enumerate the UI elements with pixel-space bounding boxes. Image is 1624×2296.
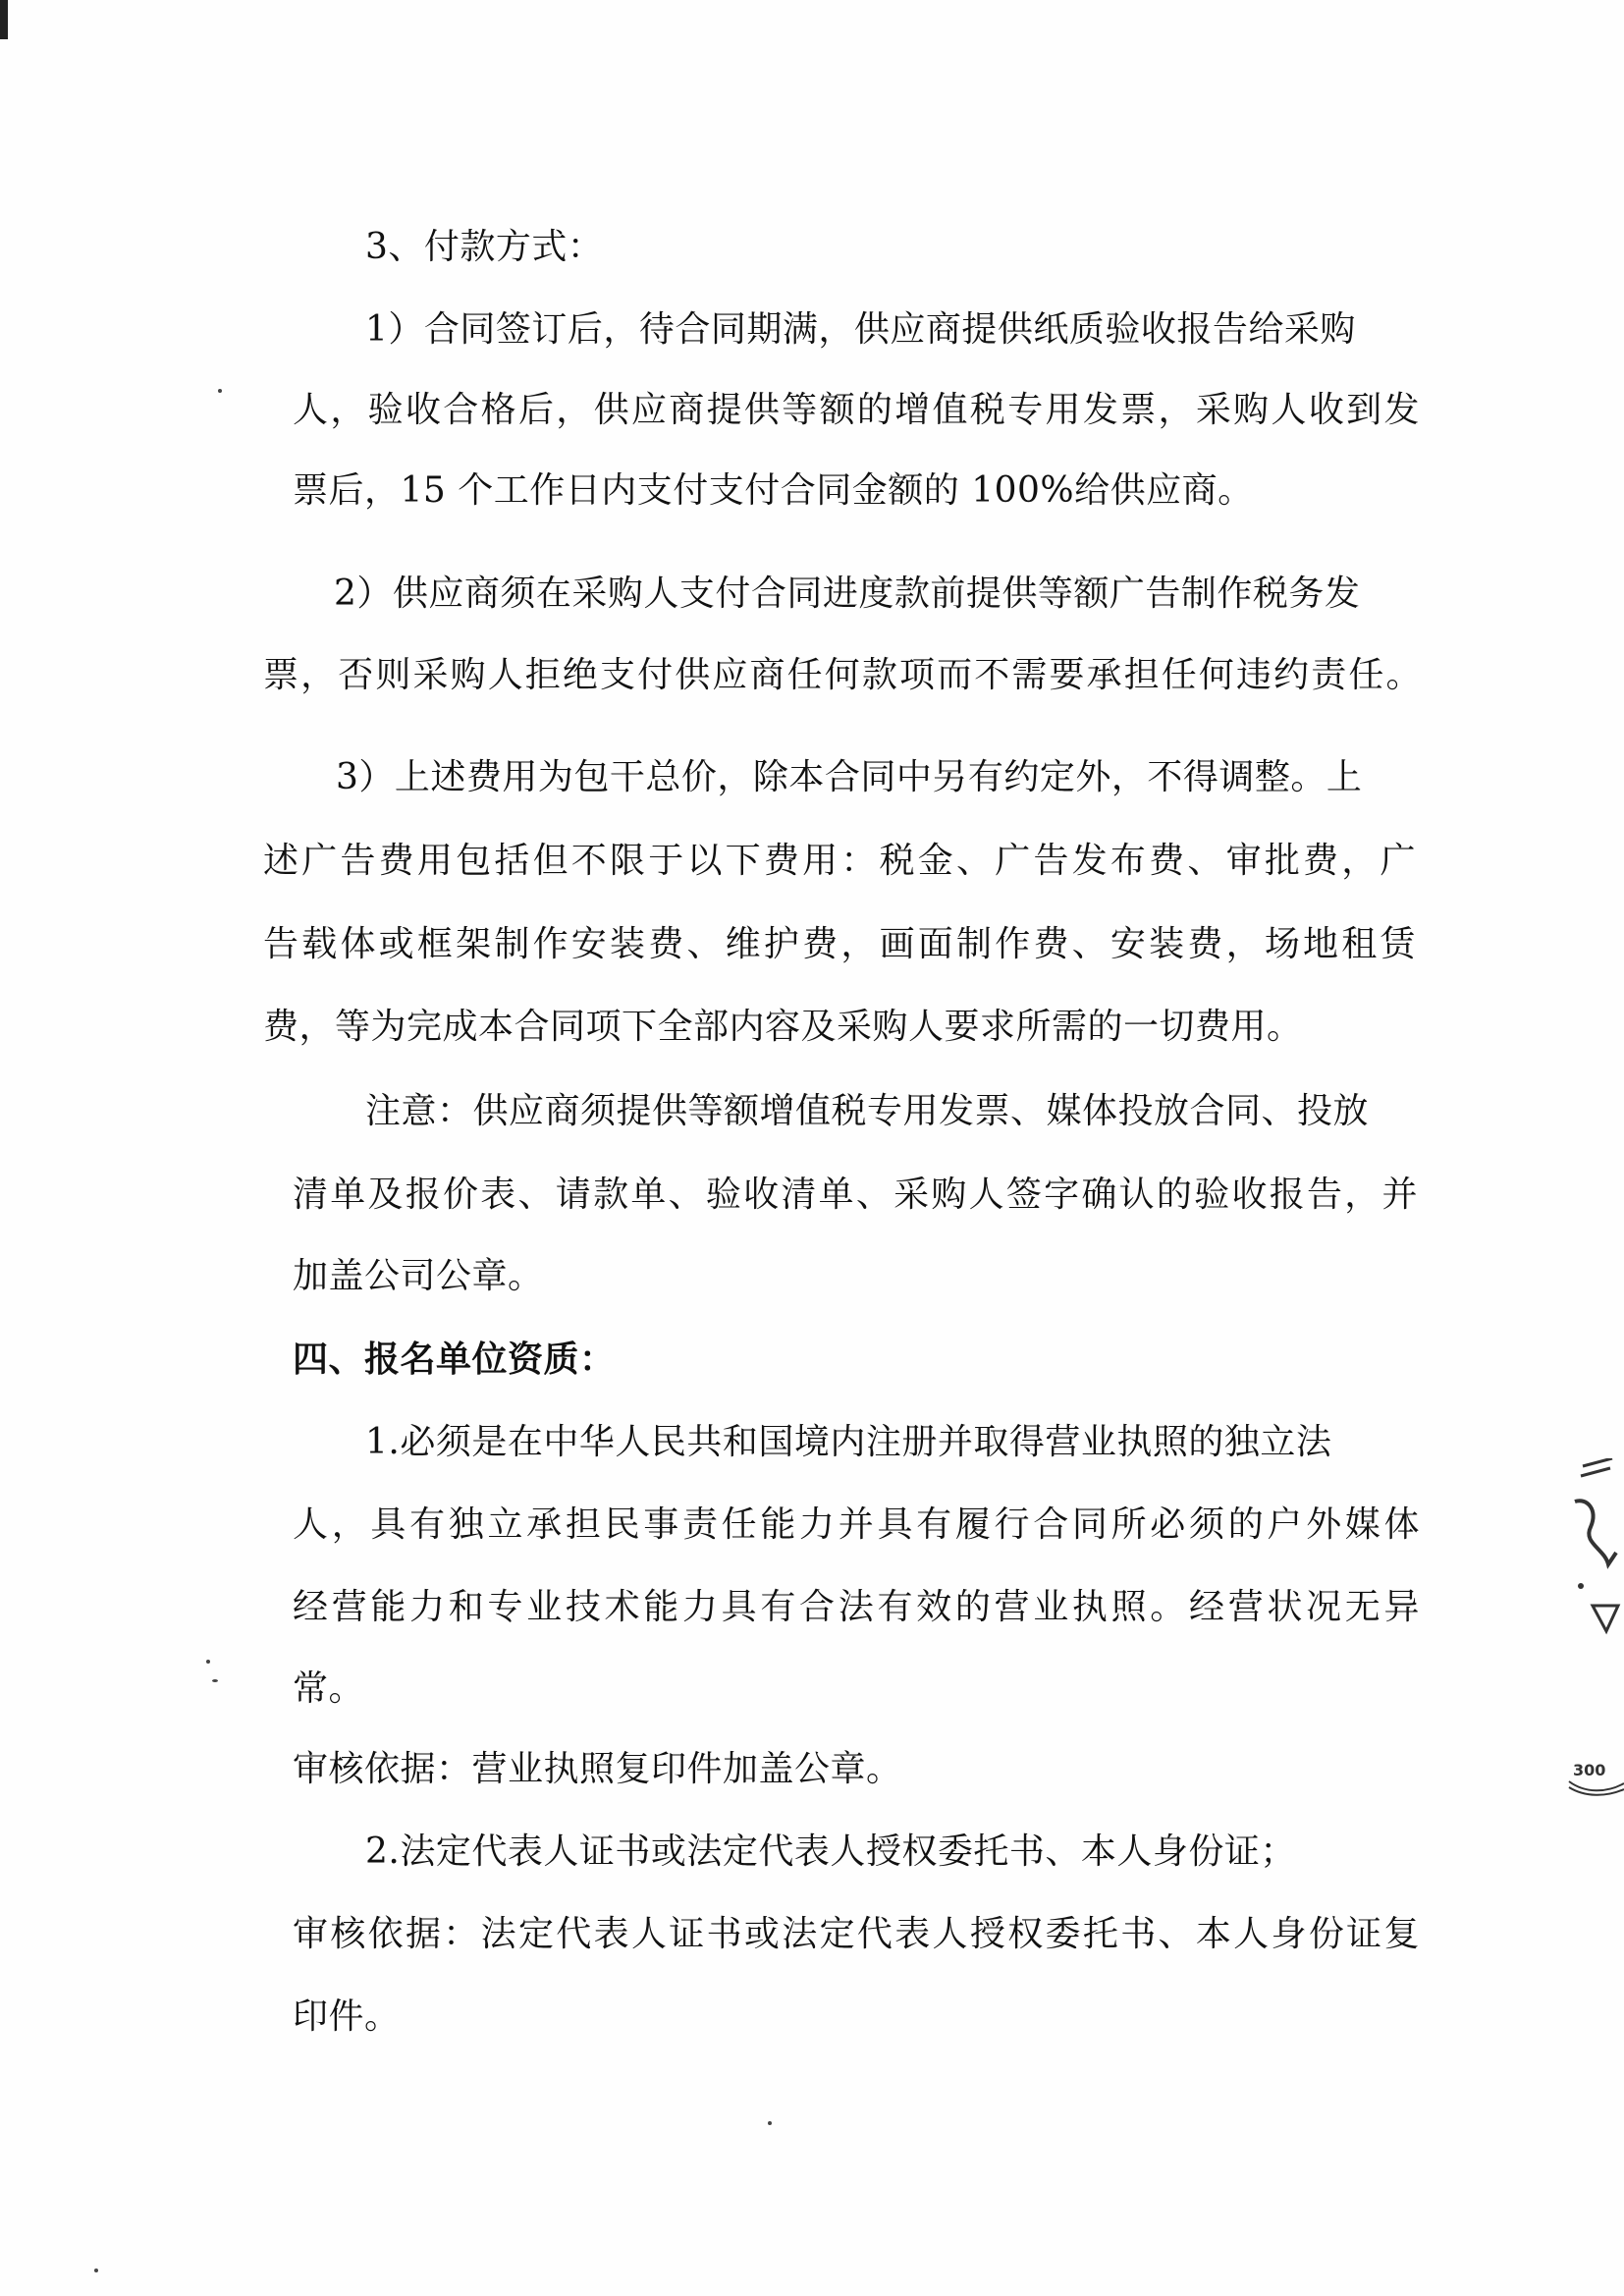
section-heading-payment: 3、付款方式： — [365, 227, 604, 267]
paragraph-line: 经营能力和专业技术能力具有合法有效的营业执照。经营状况无异 — [293, 1587, 1420, 1627]
scan-speck — [218, 389, 222, 393]
paragraph-line: 票后，15 个工作日内支付支付合同金额的 100%给供应商。 — [293, 470, 1254, 511]
seal-fragment-icon — [1561, 1458, 1624, 1694]
paragraph-line: 人，具有独立承担民事责任能力并具有履行合同所必须的户外媒体 — [293, 1504, 1420, 1545]
paragraph-line: 2）供应商须在采购人支付合同进度款前提供等额广告制作税务发 — [334, 574, 1361, 614]
paragraph-line: 3）上述费用为包干总价，除本合同中另有约定外，不得调整。上 — [336, 757, 1363, 797]
scan-speck — [206, 1660, 210, 1664]
paragraph-line: 票，否则采购人拒绝支付供应商任何款项而不需要承担任何违约责任。 — [263, 655, 1422, 695]
paragraph-line: 2.法定代表人证书或法定代表人授权委托书、本人身份证； — [365, 1831, 1296, 1872]
scan-edge-mark — [0, 0, 8, 39]
paragraph-line: 常。 — [293, 1668, 365, 1709]
scan-speck — [768, 2121, 772, 2125]
paragraph-line: 审核依据：法定代表人证书或法定代表人授权委托书、本人身份证复 — [293, 1914, 1420, 1954]
paragraph-line: 费，等为完成本合同项下全部内容及采购人要求所需的一切费用。 — [263, 1007, 1303, 1047]
paragraph-line: 审核依据：营业执照复印件加盖公章。 — [293, 1749, 902, 1789]
section-heading-qualification: 四、报名单位资质： — [293, 1339, 616, 1380]
paragraph-line: 告载体或框架制作安装费、维护费，画面制作费、安装费，场地租赁 — [263, 924, 1416, 964]
paragraph-line: 述广告费用包括但不限于以下费用：税金、广告发布费、审批费，广 — [263, 841, 1416, 881]
paragraph-line: 清单及报价表、请款单、验收清单、采购人签字确认的验收报告，并 — [293, 1175, 1418, 1215]
paragraph-line: 1）合同签订后，待合同期满，供应商提供纸质验收报告给采购 — [365, 309, 1356, 350]
scan-speck — [94, 2269, 98, 2272]
seal-fragment-arc-icon — [1567, 1776, 1624, 1799]
scan-speck — [212, 1679, 218, 1682]
paragraph-line: 加盖公司公章。 — [293, 1256, 544, 1296]
seal-fragment-text: 300 — [1573, 1761, 1606, 1779]
paragraph-line: 印件。 — [293, 1996, 401, 2037]
paragraph-line: 人，验收合格后，供应商提供等额的增值税专用发票，采购人收到发 — [293, 390, 1420, 430]
paragraph-line: 1.必须是在中华人民共和国境内注册并取得营业执照的独立法 — [365, 1422, 1332, 1462]
paragraph-line: 注意：供应商须提供等额增值税专用发票、媒体投放合同、投放 — [365, 1091, 1370, 1131]
